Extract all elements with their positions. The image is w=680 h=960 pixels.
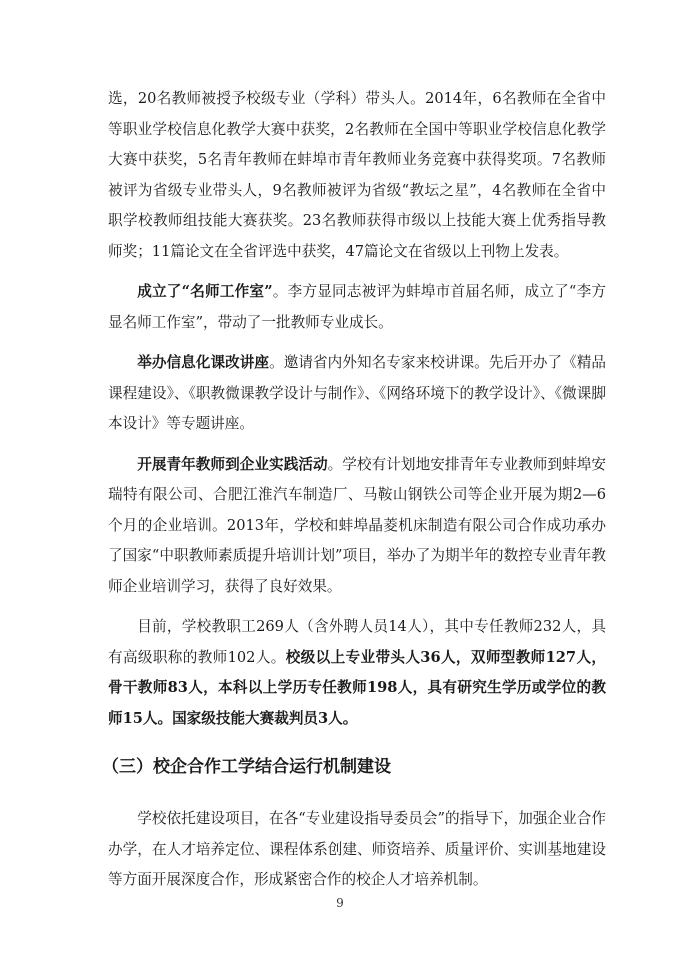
paragraph-master-studio bbox=[108, 277, 606, 338]
paragraph-enterprise-practice-lead: 开展青年教师到企业实践活动 bbox=[137, 455, 328, 473]
paragraph-cooperation bbox=[108, 804, 606, 896]
paragraph-enterprise-practice bbox=[108, 450, 606, 603]
paragraph-master-studio-text: 。李方显同志被评为蚌埠市首届名师，成立了“李方显名师工作室”，带动了一批教师专业成长。 bbox=[108, 283, 606, 331]
paragraph-awards bbox=[108, 84, 606, 267]
paragraph-staff-stats bbox=[108, 612, 606, 734]
paragraph-staff-stats-text: 目前，学校教职工269人（含外聘人员14人），其中专任教师232人，具有高级职称的教师102人。 bbox=[108, 618, 606, 666]
paragraph-lectures bbox=[108, 348, 606, 440]
paragraph-lectures-lead: 举办信息化课改讲座 bbox=[137, 354, 270, 371]
paragraph-enterprise-practice-text: 。学校有计划地安排青年专业教师到蚌埠安瑞特有限公司、合肥江淮汽车制造厂、马鞍山钢铁公司等企业开展为期2—6个月的企业培训。2013年，学校和蚌埠晶菱机床制造有限公司合作成功承办了国家“中职教师素质提升培训计划”项目，举办了为期半年的数控专业青年教师企业培训学习，获得了良好效果。 bbox=[108, 455, 606, 595]
paragraph-master-studio-lead: 成立了“名师工作室” bbox=[137, 283, 273, 300]
paragraph-lectures-text: 。邀请省内外知名专家来校讲课。先后开办了《精品课程建设》、《职教微课教学设计与制作》、《网络环境下的教学设计》、《微课脚本设计》等专题讲座。 bbox=[108, 354, 606, 432]
paragraph-cooperation-text: 学校依托建设项目，在各“专业建设指导委员会”的指导下，加强企业合作办学，在人才培养定位、课程体系创建、师资培养、质量评价、实训基地建设等方面开展深度合作，形成紧密合作的校企人才培养机制。 bbox=[108, 810, 606, 888]
page-number: 9 bbox=[336, 896, 344, 910]
paragraph-awards-text: 选，20名教师被授予校级专业（学科）带头人。2014年，6名教师在全省中等职业学校信息化教学大赛中获奖，2名教师在全国中等职业学校信息化教学大赛中获奖，5名青年教师在蚌埠市青年教师业务竞赛中获得奖项。7名教师被评为省级专业带头人，9名教师被评为省级“教坛之星”，4名教师在全省中职学校教师组技能大赛获奖。23名教师获得市级以上技能大赛上优秀指导教师奖；11篇论文在全省评选中获奖，47篇论文在省级以上刊物上发表。 bbox=[108, 90, 606, 260]
section-heading: （三）校企合作工学结合运行机制建设 bbox=[102, 757, 391, 777]
paragraph-staff-stats-bold: 校级以上专业带头人36人，双师型教师127人，骨干教师83人，本科以上学历专任教师198人，具有研究生学历或学位的教师15人。国家级技能大赛裁判员3人。 bbox=[108, 648, 606, 727]
